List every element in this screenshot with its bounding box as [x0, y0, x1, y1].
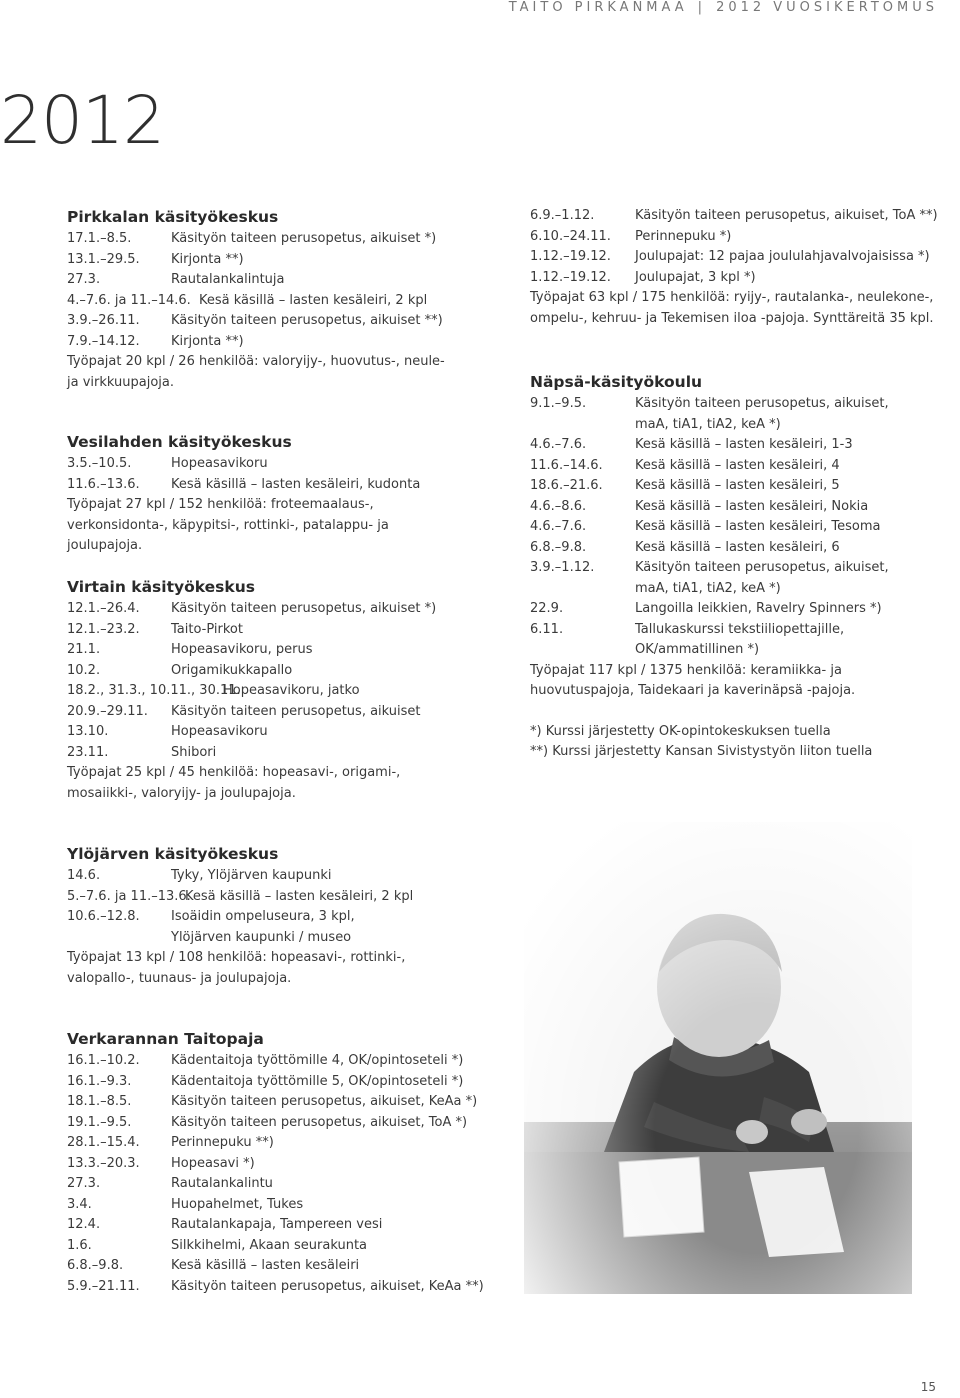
row-text: Kirjonta **) — [171, 251, 244, 267]
row-date: 27.3. — [67, 272, 101, 287]
row-text: Shibori — [171, 744, 217, 760]
row-date: 19.1.–9.5. — [67, 1114, 132, 1130]
section-note: Työpajat 27 kpl / 152 henkilöä: froteemaalaus-, verkonsidonta-, käpypitsi-, rottinki-, patalappu- ja joulupajoja. — [67, 497, 389, 553]
section-title: Verkarannan Taitopaja — [67, 1030, 264, 1048]
section-title: Ylöjärven käsityökeskus — [67, 845, 279, 863]
list-item — [67, 311, 487, 332]
row-text: Käsityön taiteen perusopetus, aikuiset, KeAa **) — [171, 1278, 484, 1294]
list-item — [67, 620, 487, 641]
row-text: Silkkihelmi, Akaan seurakunta — [171, 1237, 368, 1253]
section-vesilahti — [67, 431, 487, 557]
list-item — [67, 1236, 497, 1257]
list-item — [530, 620, 950, 661]
row-text: Kesä käsillä – lasten kesäleiri, 1-3 — [635, 437, 853, 452]
section-napsa — [530, 371, 950, 763]
list-item — [67, 681, 487, 702]
section-note: Työpajat 25 kpl / 45 henkilöä: hopeasavi-, origami-, mosaiikki-, valoryijy- ja joulupajoja. — [67, 765, 401, 801]
row-date: 4.–7.6. ja 11.–14.6. — [67, 292, 191, 308]
row-text: Huopahelmet, Tukes — [171, 1196, 304, 1212]
row-date: 10.6.–12.8. — [67, 909, 140, 924]
list-item — [67, 332, 487, 353]
list-item — [67, 1113, 497, 1134]
row-date: 6.8.–9.8. — [67, 1258, 124, 1273]
row-date: 14.6. — [67, 868, 101, 883]
row-text-cont: OK/ammatillinen *) — [635, 642, 760, 657]
row-text: Hopeasavi *) — [171, 1155, 255, 1171]
row-date: 1.12.–19.12. — [530, 269, 611, 285]
row-text: Hopeasavikoru — [171, 456, 268, 471]
section-virtain — [67, 576, 487, 804]
row-date: 13.1.–29.5. — [67, 251, 140, 267]
list-item — [67, 887, 487, 908]
row-text: Kesä käsillä – lasten kesäleiri, 6 — [635, 539, 840, 555]
row-text: Origamikukkapallo — [171, 662, 293, 678]
row-text: Hopeasavikoru — [171, 724, 268, 739]
row-text: Tyky, Ylöjärven kaupunki — [171, 868, 332, 883]
row-date: 21.1. — [67, 642, 101, 657]
row-text: Kesä käsillä – lasten kesäleiri — [171, 1258, 360, 1273]
row-text: Kädentaitoja työttömille 4, OK/opintoseteli *) — [171, 1053, 464, 1068]
section-note: Työpajat 117 kpl / 1375 henkilöä: keramiikka- ja huovutuspajoja, Taidekaari ja kaverinäpsä -pajoja. — [530, 662, 856, 698]
row-date: 5.9.–21.11. — [67, 1278, 140, 1294]
row-text: Käsityön taiteen perusopetus, aikuiset *) — [171, 601, 437, 616]
section-title: Vesilahden käsityökeskus — [67, 433, 292, 451]
list-item — [67, 866, 487, 887]
list-item — [530, 558, 950, 599]
photo-illustration — [524, 822, 912, 1294]
list-item — [67, 702, 487, 723]
section-verkaranta — [67, 1028, 497, 1297]
page-year: 2012 — [0, 82, 164, 159]
row-date: 18.1.–8.5. — [67, 1094, 132, 1109]
row-text: Kesä käsillä – lasten kesäleiri, Nokia — [635, 498, 869, 514]
list-item — [530, 538, 950, 559]
list-item — [530, 247, 960, 268]
row-date: 1.6. — [67, 1237, 92, 1253]
row-date: 12.4. — [67, 1217, 101, 1232]
footnote-ksl: **) Kurssi järjestetty Kansan Sivistystyön liiton tuella — [530, 744, 873, 759]
row-date: 16.1.–10.2. — [67, 1053, 140, 1068]
row-date: 13.3.–20.3. — [67, 1155, 140, 1171]
row-date: 3.9.–1.12. — [530, 560, 595, 575]
row-text: Käsityön taiteen perusopetus, aikuiset — [171, 703, 421, 719]
row-date: 4.6.–7.6. — [530, 519, 587, 534]
row-text: Kirjonta **) — [171, 333, 244, 349]
list-item — [67, 1174, 497, 1195]
section-note: Työpajat 63 kpl / 175 henkilöä: ryijy-, rautalanka-, neulekone-, ompelu-, kehruu- ja Tekemisen iloa -pajoja. Synttäreitä 35 kpl. — [530, 290, 934, 326]
list-item — [530, 268, 960, 289]
row-date: 22.9. — [530, 601, 564, 616]
row-date: 5.–7.6. ja 11.–13.6. — [67, 888, 191, 904]
photo-child-crafting — [524, 822, 912, 1294]
row-text: Käsityön taiteen perusopetus, aikuiset, — [635, 560, 889, 575]
running-header — [509, 0, 938, 15]
list-item — [530, 206, 960, 227]
list-item — [67, 640, 487, 661]
list-item — [530, 435, 950, 456]
list-item — [67, 1133, 497, 1154]
row-date: 3.5.–10.5. — [67, 456, 132, 471]
row-date: 6.11. — [530, 621, 564, 637]
list-item — [67, 743, 487, 764]
footnote-ok: *) Kurssi järjestetty OK-opintokeskuksen tuella — [530, 723, 831, 739]
row-text: Hopeasavikoru, perus — [171, 642, 313, 657]
row-text-cont: Ylöjärven kaupunki / museo — [171, 929, 352, 945]
row-text: Kädentaitoja työttömille 5, OK/opintoseteli *) — [171, 1073, 464, 1089]
row-text: Joulupajat: 12 pajaa joululahjavalvojaisissa *) — [635, 249, 930, 264]
row-date: 23.11. — [67, 744, 109, 760]
header-separator: | — [697, 0, 707, 15]
list-item — [67, 250, 487, 271]
list-item — [67, 1277, 497, 1298]
row-date: 28.1.–15.4. — [67, 1135, 140, 1150]
list-item — [530, 394, 950, 435]
list-item — [67, 291, 487, 312]
row-date: 13.10. — [67, 724, 109, 739]
row-text: Käsityön taiteen perusopetus, aikuiset *) — [171, 231, 437, 246]
list-item — [67, 1072, 497, 1093]
row-text: Käsityön taiteen perusopetus, aikuiset, ToA **) — [635, 208, 938, 223]
row-text: Kesä käsillä – lasten kesäleiri, Tesoma — [635, 519, 881, 534]
row-date: 4.6.–7.6. — [530, 437, 587, 452]
row-text: Perinnepuku **) — [171, 1135, 274, 1150]
page-number: 15 — [920, 1380, 936, 1394]
row-date: 18.2., 31.3., 10.11., 30.11. — [67, 683, 241, 698]
row-date: 9.1.–9.5. — [530, 396, 587, 411]
header-report: 2012 VUOSIKERTOMUS — [716, 0, 938, 15]
list-item — [530, 476, 950, 497]
list-item — [67, 599, 487, 620]
row-text: Isoäidin ompeluseura, 3 kpl, — [171, 909, 355, 924]
row-date: 6.9.–1.12. — [530, 208, 595, 223]
row-date: 12.1.–23.2. — [67, 621, 140, 637]
row-date: 27.3. — [67, 1176, 101, 1191]
section-pirkkala — [67, 206, 487, 393]
row-text: Kesä käsillä – lasten kesäleiri, 5 — [635, 478, 840, 493]
row-date: 10.2. — [67, 662, 101, 678]
section-note: Työpajat 20 kpl / 26 henkilöä: valoryijy-, huovutus-, neule- ja virkkuupajoja. — [67, 354, 445, 390]
row-text: Joulupajat, 3 kpl *) — [635, 269, 756, 285]
list-item — [67, 475, 487, 496]
row-text: Rautalankalintu — [171, 1176, 273, 1191]
row-date: 7.9.–14.12. — [67, 333, 140, 349]
row-text: Rautalankalintuja — [171, 272, 285, 287]
list-item — [67, 454, 487, 475]
section-title: Näpsä-käsityökoulu — [530, 373, 703, 391]
row-date: 18.6.–21.6. — [530, 478, 603, 493]
list-item — [67, 1256, 497, 1277]
section-title: Pirkkalan käsityökeskus — [67, 208, 279, 226]
list-item — [67, 661, 487, 682]
section-note: Työpajat 13 kpl / 108 henkilöä: hopeasavi-, rottinki-, valopallo-, tuunaus- ja joulupajoja. — [67, 950, 406, 986]
row-date: 11.6.–13.6. — [67, 476, 140, 492]
list-item — [530, 497, 950, 518]
row-date: 1.12.–19.12. — [530, 249, 611, 264]
row-date: 16.1.–9.3. — [67, 1073, 132, 1089]
list-item — [67, 1092, 497, 1113]
row-text: Rautalankapaja, Tampereen vesi — [171, 1217, 383, 1232]
row-text: Kesä käsillä – lasten kesäleiri, kudonta — [171, 476, 421, 492]
row-text: Käsityön taiteen perusopetus, aikuiset, ToA *) — [171, 1114, 468, 1130]
row-date: 6.8.–9.8. — [530, 539, 587, 555]
list-item — [67, 907, 487, 948]
row-date: 12.1.–26.4. — [67, 601, 140, 616]
list-item — [67, 270, 487, 291]
section-verkaranta-continued — [530, 206, 960, 329]
list-item — [67, 1195, 497, 1216]
row-date: 11.6.–14.6. — [530, 457, 603, 473]
section-ylojarvi — [67, 843, 487, 989]
row-text: Kesä käsillä – lasten kesäleiri, 2 kpl — [199, 292, 428, 308]
row-text: Kesä käsillä – lasten kesäleiri, 2 kpl — [185, 888, 414, 904]
list-item — [67, 722, 487, 743]
list-item — [530, 227, 960, 248]
header-org: TAITO PIRKANMAA — [508, 0, 688, 15]
row-date: 3.4. — [67, 1196, 92, 1212]
list-item — [530, 517, 950, 538]
row-text: Perinnepuku *) — [635, 228, 732, 244]
row-date: 20.9.–29.11. — [67, 703, 148, 719]
list-item — [530, 456, 950, 477]
row-text: Käsityön taiteen perusopetus, aikuiset **) — [171, 313, 443, 328]
row-text: Käsityön taiteen perusopetus, aikuiset, — [635, 396, 889, 411]
row-date: 17.1.–8.5. — [67, 231, 132, 246]
row-text: Hopeasavikoru, jatko — [223, 683, 360, 698]
list-item — [67, 1154, 497, 1175]
row-date: 6.10.–24.11. — [530, 228, 611, 244]
row-text-cont: maA, tiA1, tiA2, keA *) — [635, 580, 781, 596]
row-text-cont: maA, tiA1, tiA2, keA *) — [635, 416, 781, 432]
row-text: Taito-Pirkot — [171, 621, 243, 637]
row-text: Tallukaskurssi tekstiiliopettajille, — [635, 621, 845, 637]
row-text: Käsityön taiteen perusopetus, aikuiset, KeAa *) — [171, 1094, 478, 1109]
row-text: Kesä käsillä – lasten kesäleiri, 4 — [635, 457, 840, 473]
list-item — [530, 599, 950, 620]
list-item — [67, 1215, 497, 1236]
row-date: 4.6.–8.6. — [530, 498, 587, 514]
section-title: Virtain käsityökeskus — [67, 578, 255, 596]
list-item — [67, 1051, 497, 1072]
list-item — [67, 229, 487, 250]
row-text: Langoilla leikkien, Ravelry Spinners *) — [635, 601, 882, 616]
row-date: 3.9.–26.11. — [67, 313, 140, 328]
